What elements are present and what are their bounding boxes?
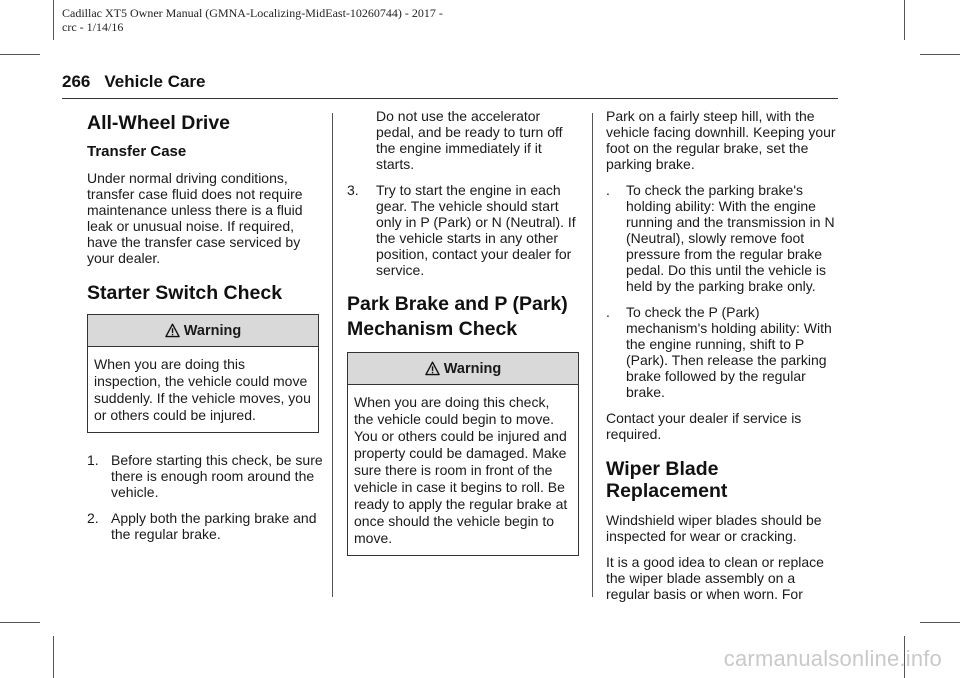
crop-mark <box>53 636 54 678</box>
heading-rule <box>62 98 838 99</box>
crop-mark <box>0 54 40 55</box>
step-number: 2. <box>87 510 99 526</box>
warning-icon <box>425 361 440 376</box>
step-number: 3. <box>347 182 359 198</box>
page-number: 266 <box>62 72 91 91</box>
step-2-continued: Do not use the accelerator pedal, and be ready to turn off the engine immediately if it starts. <box>376 108 563 172</box>
transfer-case-text: Under normal driving conditions, transfer case fluid does not require maintenance unless there is a fluid leak or unusual noise. If required, have the transfer case serviced by your dealer. <box>87 170 303 266</box>
wiper-text-1: Windshield wiper blades should be inspected for wear or cracking. <box>606 512 822 544</box>
warning-label: Warning <box>443 360 502 377</box>
document-meta <box>62 6 542 34</box>
step-text: Apply both the parking brake and the regular brake. <box>111 510 317 542</box>
section-title: Vehicle Care <box>104 72 206 91</box>
meta-line-2: crc - 1/14/16 <box>62 20 124 34</box>
meta-line-1: Cadillac XT5 Owner Manual (GMNA-Localizing-MidEast-10260744) - 2017 - <box>62 6 443 20</box>
warning-icon <box>165 323 180 338</box>
column-1 <box>87 108 323 552</box>
park-intro: Park on a fairly steep hill, with the vehicle facing downhill. Keeping your foot on the regular brake, set the parking brake. <box>606 108 836 172</box>
starter-warning-box <box>87 314 319 433</box>
list-item <box>606 304 842 400</box>
bullet-text: To check the parking brake's holding ability: With the engine running and the transmission in N (Neutral), slowly remove foot pressure from the regular brake pedal. Do this until the vehicle is held by the parking brake only. <box>626 182 835 294</box>
list-item <box>606 182 842 294</box>
wiper-title: Wiper Blade Replacement <box>606 458 728 502</box>
crop-mark <box>920 54 960 55</box>
step-3 <box>347 182 581 278</box>
column-divider <box>332 113 333 597</box>
column-2 <box>347 108 581 556</box>
starter-title: Starter Switch Check <box>87 282 283 304</box>
list-item <box>347 182 581 278</box>
crop-mark <box>53 0 54 40</box>
crop-mark <box>920 622 960 623</box>
transfer-case-title: Transfer Case <box>87 143 187 160</box>
watermark: carmanualsonline.info <box>723 646 942 671</box>
wiper-text-2: It is a good idea to clean or replace the wiper blade assembly on a regular basis or when worn. For <box>606 554 824 602</box>
contact-dealer-text: Contact your dealer if service is required. <box>606 410 802 442</box>
bullet-text: To check the P (Park) mechanism's holding ability: With the engine running, shift to P (Park). Then release the parking brake followed by the regular brake. <box>626 304 832 400</box>
page-heading <box>62 72 206 92</box>
awd-title: All-Wheel Drive <box>87 112 231 134</box>
park-title-line-2: Mechanism Check <box>347 318 518 340</box>
column-divider <box>592 113 593 597</box>
warning-label: Warning <box>183 322 242 339</box>
list-item <box>87 452 323 500</box>
park-title-line-1: Park Brake and P (Park) <box>347 293 568 315</box>
step-number: 1. <box>87 452 99 468</box>
bullet-mark: . <box>606 182 610 198</box>
starter-steps <box>87 452 323 542</box>
park-title <box>347 292 581 342</box>
list-item <box>87 510 323 542</box>
bullet-mark: . <box>606 304 610 320</box>
crop-mark <box>904 0 905 40</box>
crop-mark <box>0 622 40 623</box>
step-text: Before starting this check, be sure there is enough room around the vehicle. <box>111 452 323 500</box>
warning-text: When you are doing this inspection, the vehicle could move suddenly. If the vehicle moves, you or others could be injured. <box>94 356 311 423</box>
column-3 <box>606 108 842 612</box>
warning-header <box>88 315 318 347</box>
step-text: Try to start the engine in each gear. The vehicle should start only in P (Park) or N (Neutral). If the vehicle starts in any other position, contact your dealer for service. <box>376 182 576 278</box>
park-warning-box <box>347 352 579 556</box>
warning-header <box>348 353 578 385</box>
warning-text: When you are doing this check, the vehicle could begin to move. You or others could be injured and property could be damaged. Make sure there is room in front of the vehicle in case it begins to roll. Be ready to apply the regular brake at once should the vehicle begin to move. <box>354 394 568 546</box>
